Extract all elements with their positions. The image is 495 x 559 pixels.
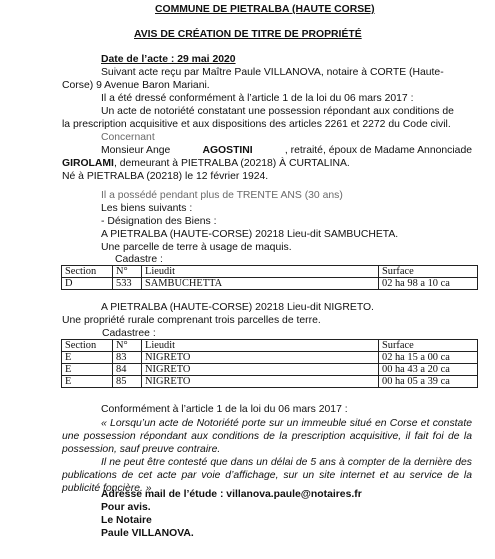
law-reference: Conformément à l’article 1 de la loi du 06 mars 2017 :	[101, 404, 348, 415]
notary-title: Le Notaire	[101, 515, 152, 526]
table-row	[62, 376, 478, 388]
spouse-suffix: , demeurant à PIETRALBA (20218) À CURTALINA.	[113, 158, 350, 169]
cell-surface: 00 ha 43 a 20 ca	[379, 364, 478, 376]
cell-number: 83	[113, 352, 142, 364]
column-header-number: N°	[113, 266, 142, 278]
goods-line: Les biens suivants :	[101, 203, 193, 214]
cell-number: 85	[113, 376, 142, 388]
column-header-section: Section	[62, 266, 113, 278]
person-suffix: , retraité, époux de Madame Annonciade	[284, 145, 472, 156]
property-2-cadastre-label: Cadastree :	[102, 328, 156, 339]
cell-lieudit: SAMBUCHETTA	[142, 278, 379, 290]
person-line	[101, 145, 472, 156]
possession-line: Il a possédé pendant plus de TRENTE ANS (30 ans)	[101, 190, 343, 201]
intro-line-4: Un acte de notoriété constatant une possession répondant aux conditions de	[101, 106, 454, 117]
cell-section: E	[62, 376, 113, 388]
cadastre-table-1	[61, 265, 478, 290]
column-header-lieudit: Lieudit	[142, 266, 379, 278]
property-2-location: A PIETRALBA (HAUTE-CORSE) 20218 Lieu-dit NIGRETO.	[101, 302, 374, 313]
cell-lieudit: NIGRETO	[142, 364, 379, 376]
column-header-surface: Surface	[379, 266, 478, 278]
cell-lieudit: NIGRETO	[142, 376, 379, 388]
table-header-row	[62, 266, 478, 278]
birth-line: Né à PIETRALBA (20218) le 12 février 1924.	[62, 171, 269, 182]
pour-avis: Pour avis.	[101, 502, 151, 513]
table-row	[62, 364, 478, 376]
commune-heading: COMMUNE DE PIETRALBA (HAUTE CORSE)	[155, 4, 375, 15]
designation-line: - Désignation des Biens :	[101, 216, 217, 227]
cell-lieudit: NIGRETO	[142, 352, 379, 364]
cell-surface: 02 ha 98 a 10 ca	[379, 278, 478, 290]
intro-line-2: Corse) 9 Avenue Baron Mariani.	[62, 80, 210, 91]
column-header-lieudit: Lieudit	[142, 340, 379, 352]
intro-line-3: Il a été dressé conformément à l’article 1 de la loi du 06 mars 2017 :	[101, 93, 414, 104]
quote-paragraph-1: « Lorsqu’un acte de Notoriété porte sur un immeuble situé en Corse et constate une possession répondant aux conditions de la prescription acquisitive, il fait foi de la possession, sauf preuve contraire.	[62, 418, 472, 455]
cell-surface: 00 ha 05 a 39 ca	[379, 376, 478, 388]
column-header-surface: Surface	[379, 340, 478, 352]
office-email: Adresse mail de l’étude : villanova.paule@notaires.fr	[101, 489, 362, 500]
spouse-name: GIROLAMI	[62, 158, 114, 169]
spouse-line	[62, 158, 350, 169]
quote-paragraph-2: Il ne peut être contesté que dans un délai de 5 ans à compter de la dernière des publications de cet acte par voie d’affichage, sur un site internet et au service de la publicité foncière. »	[62, 457, 472, 494]
person-name: AGOSTINI	[202, 145, 253, 156]
intro-line-1: Suivant acte reçu par Maître Paule VILLANOVA, notaire à CORTE (Haute-	[101, 67, 444, 78]
act-date: Date de l’acte : 29 mai 2020	[101, 54, 236, 65]
cadastre-table-2	[61, 339, 478, 388]
cell-section: D	[62, 278, 113, 290]
cell-section: E	[62, 364, 113, 376]
intro-line-5: la prescription acquisitive et aux dispositions des articles 2261 et 2272 du Code civil.	[62, 119, 451, 130]
property-2-description: Une propriété rurale comprenant trois parcelles de terre.	[62, 315, 321, 326]
person-prefix: Monsieur Ange	[101, 145, 171, 156]
cell-section: E	[62, 352, 113, 364]
table-row	[62, 352, 478, 364]
column-header-number: N°	[113, 340, 142, 352]
property-1-cadastre-label: Cadastre :	[115, 254, 163, 265]
cell-number: 84	[113, 364, 142, 376]
cell-number: 533	[113, 278, 142, 290]
cell-surface: 02 ha 15 a 00 ca	[379, 352, 478, 364]
document-title: AVIS DE CRÉATION DE TITRE DE PROPRIÉTÉ	[134, 29, 362, 40]
table-header-row	[62, 340, 478, 352]
column-header-section: Section	[62, 340, 113, 352]
property-1-description: Une parcelle de terre à usage de maquis.	[101, 242, 292, 253]
notary-signature: Paule VILLANOVA.	[101, 528, 194, 539]
table-row	[62, 278, 478, 290]
property-1-location: A PIETRALBA (HAUTE-CORSE) 20218 Lieu-dit SAMBUCHETA.	[101, 229, 399, 240]
concernant-label: Concernant	[101, 132, 155, 143]
